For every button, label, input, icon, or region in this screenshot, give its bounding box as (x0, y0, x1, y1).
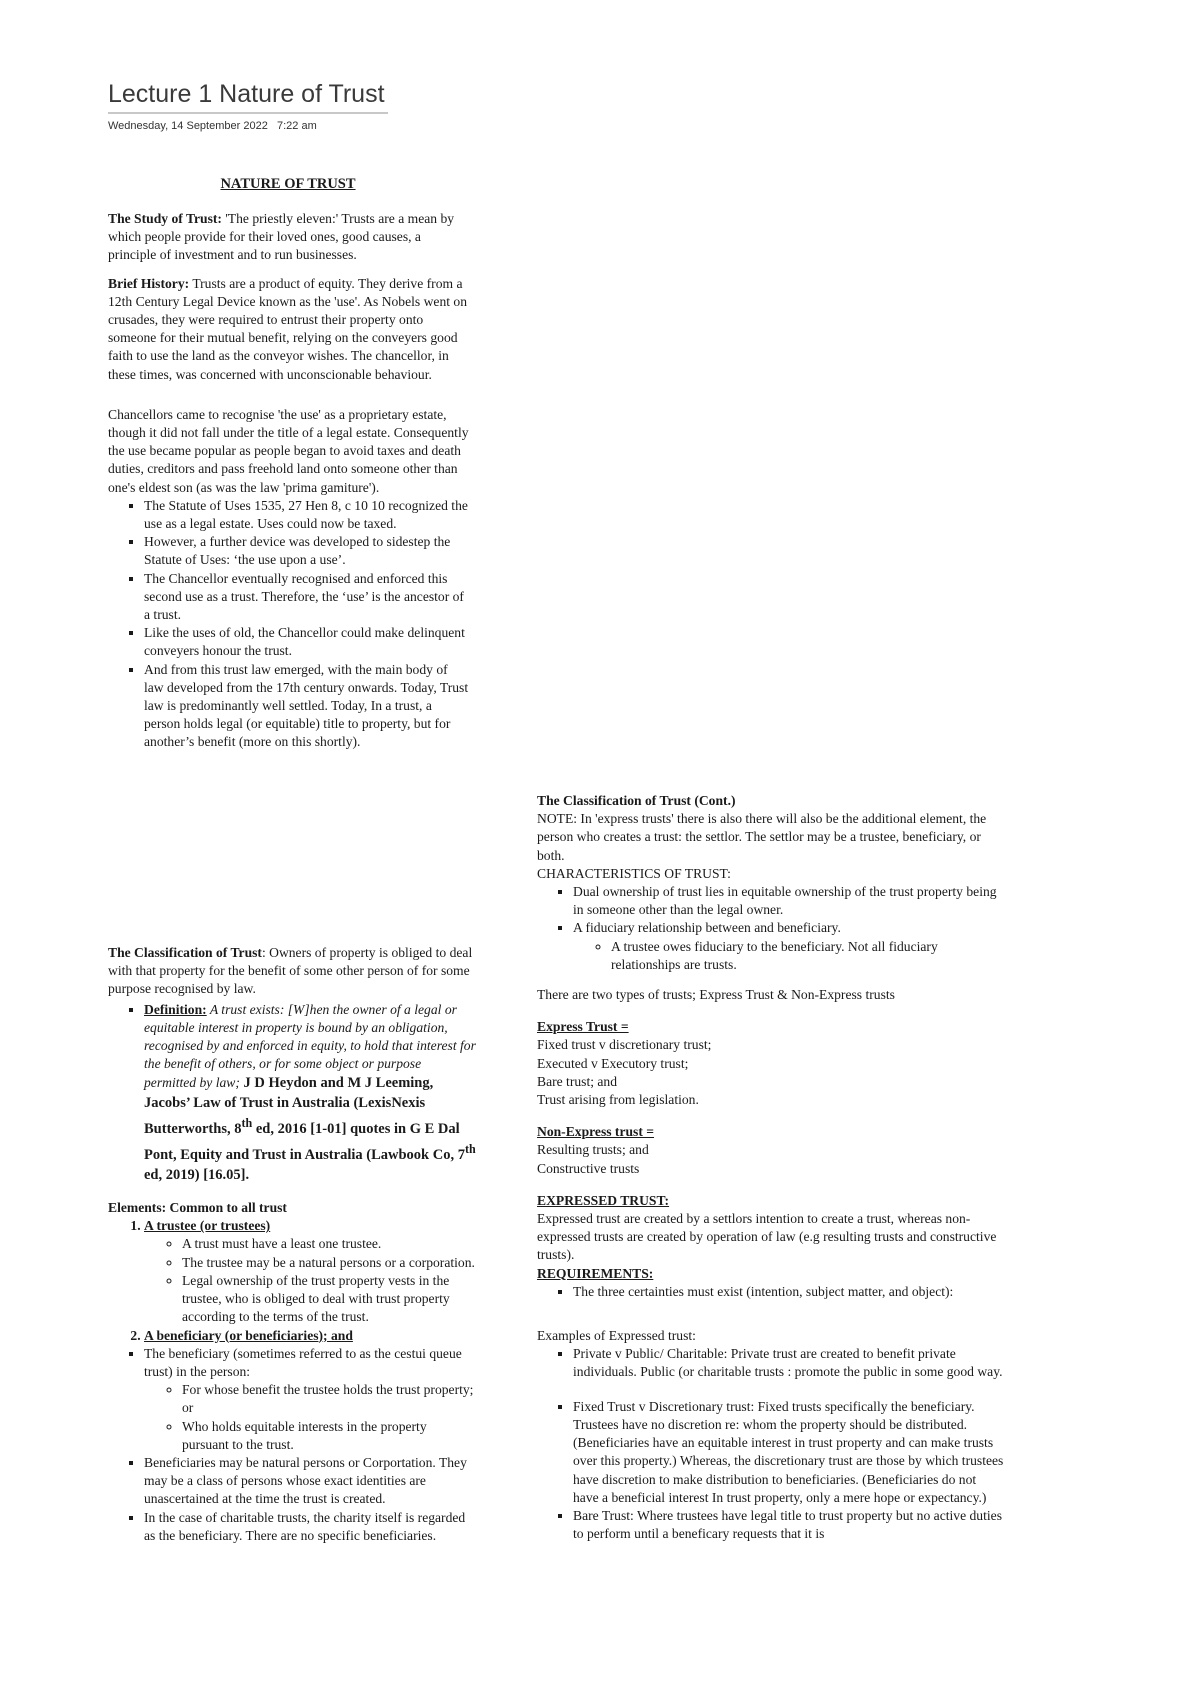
time-text: 7:22 am (276, 120, 317, 132)
classification-text: : Owners of property is obliged to deal with that property for the benefit of some other person of for some purpose recognised by law. (108, 945, 473, 997)
history-label: Brief History: (108, 275, 190, 291)
express-trust-list (537, 1036, 1005, 1109)
list-item: ▪ Private v Public/ Charitable: Private trust are created to benefit private individuals. Public (or charitable trusts : promote the public in some good way. (573, 1345, 1005, 1381)
reference-part: ed, 2016 [1-01] quotes in G E Dal Pont, Equity and Trust in Australia (Lawbook Co, 7 (144, 1121, 465, 1164)
reference-superscript: th (241, 1116, 253, 1131)
examples-heading: Examples of Expressed trust: (537, 1328, 696, 1344)
elements-heading: Elements: Common to all trust (108, 1200, 287, 1216)
list-item (573, 919, 1005, 974)
two-types-paragraph: There are two types of trusts; Express Trust & Non-Express trusts (537, 987, 895, 1003)
element-beneficiary (144, 1327, 476, 1345)
definition-label: Definition: (144, 1001, 207, 1017)
study-text: 'The priestly eleven:' Trusts are a mean by which people provide for their loved ones, good causes, a principle of investment and to run businesses. (108, 211, 455, 263)
reference-part: J D Heydon and M J Leeming, Jacobs’ Law of Trust in Australia (LexisNexis Butterworths, 8 (144, 1075, 434, 1138)
study-paragraph (108, 210, 470, 265)
fiduciary-text: A fiduciary relationship between and beneficiary. (573, 920, 841, 936)
history-paragraph (108, 275, 470, 384)
list-item: ◦ A trustee owes fiduciary to the beneficiary. Not all fiduciary relationships are trusts. (611, 938, 1005, 974)
page-title: Lecture 1 Nature of Trust (108, 80, 388, 114)
list-item: ◦ A trust must have a least one trustee. (182, 1235, 476, 1253)
express-trust-heading: Express Trust = (537, 1019, 629, 1035)
list-item: ▪ Bare Trust: Where trustees have legal title to trust property but no active duties to perform until a beneficary requests that it is (573, 1507, 1005, 1543)
list-item: ▪ However, a further device was developed to sidestep the Statute of Uses: ‘the use upon a use’. (144, 533, 470, 569)
list-item: Executed v Executory trust; (537, 1055, 689, 1071)
classification-label: The Classification of Trust (108, 945, 262, 960)
list-item: ▪ Fixed Trust v Discretionary trust: Fixed trusts specifically the beneficiary. Trustees have no discretion re: whom the property should be distributed. (Beneficiaries have an equitable interest in trust property and can make trusts over this property.) Whereas, the discretionary trust are those by which trustees have discretion to make distribution to beneficiaries. (Beneficiaries do not have a beneficial interest In trust property, only a mere hope or expectancy.) (573, 1398, 1005, 1507)
characteristics-list (537, 883, 1005, 974)
definition-list (108, 1001, 476, 1185)
classification-cont-heading: The Classification of Trust (Cont.) (537, 793, 736, 808)
beneficiary-sub-bullets (144, 1381, 476, 1454)
left-column-top (108, 210, 470, 752)
list-item: ◦ For whose benefit the trustee holds the trust property; or (182, 1381, 476, 1417)
element-trustee-label: A trustee (or trustees) (144, 1218, 271, 1234)
section-title: NATURE OF TRUST (220, 176, 356, 192)
list-item: ◦ Who holds equitable interests in the property pursuant to the trust. (182, 1418, 476, 1454)
list-item: ▪ Beneficiaries may be natural persons or Corportation. They may be a class of persons whose exact identities are unascertained at the time the trust is created. (144, 1454, 476, 1509)
list-item: ▪ Dual ownership of trust lies in equitable ownership of the trust property being in someone other than the legal owner. (573, 883, 1005, 919)
history-bullets (108, 497, 470, 752)
list-item: Fixed trust v discretionary trust; (537, 1037, 712, 1053)
list-item: Constructive trusts (537, 1160, 640, 1176)
characteristics-heading: CHARACTERISTICS OF TRUST: (537, 865, 731, 881)
left-column-bottom (108, 944, 476, 1545)
list-item: Trust arising from legislation. (537, 1092, 699, 1108)
definition-item (144, 1001, 476, 1185)
element-beneficiary-label: A beneficiary (or beneficiaries); and (144, 1327, 353, 1343)
list-item: Bare trust; and (537, 1073, 618, 1089)
expressed-trust-text: Expressed trust are created by a settlors intention to create a trust, whereas non-expressed trusts are created by operation of law (e.g resulting trusts and constructive trusts). (537, 1211, 997, 1263)
list-item: ◦ Legal ownership of the trust property vests in the trustee, who is obliged to deal with trust property according to the terms of the trust. (182, 1272, 476, 1327)
non-express-heading: Non-Express trust = (537, 1124, 655, 1140)
list-item: ▪ The Chancellor eventually recognised and enforced this second use as a trust. Therefore, the ‘use’ is the ancestor of a trust. (144, 570, 470, 625)
element-trustee (144, 1217, 476, 1326)
elements-list (108, 1217, 476, 1344)
chancellors-paragraph: Chancellors came to recognise 'the use' as a proprietary estate, though it did not fall under the title of a legal estate. Consequently the use became popular as people began to avoid taxes and death duties, creditors and pass freehold land onto someone other than one's eldest son (as was the law 'prima gamiture'). (108, 406, 469, 495)
history-text: Trusts are a product of equity. They derive from a 12th Century Legal Device known as the 'use'. As Nobels went on crusades, they were required to entrust their property onto someone for their mutual benefit, relying on the conveyers good faith to use the land as the conveyor wishes. The chancellor, in these times, was concerned with unconscionable behaviour. (108, 275, 468, 382)
list-item: ◦ The trustee may be a natural persons or a corporation. (182, 1254, 476, 1272)
reference-superscript: th (464, 1142, 476, 1157)
reference-part: ed, 2019) [16.05]. (144, 1167, 250, 1184)
expressed-trust-heading: EXPRESSED TRUST: (537, 1192, 670, 1208)
beneficiary-bullets (108, 1345, 476, 1545)
right-column (537, 792, 1005, 1543)
page-date (108, 120, 317, 132)
list-item: Resulting trusts; and (537, 1142, 649, 1158)
list-item: ▪ The three certainties must exist (intention, subject matter, and object): (573, 1283, 1005, 1301)
beneficiary-intro: The beneficiary (sometimes referred to as the cestui queue trust) in the person: (144, 1345, 462, 1379)
trustee-bullets (144, 1235, 476, 1326)
requirements-heading: REQUIREMENTS: (537, 1265, 654, 1281)
examples-more-list (537, 1398, 1005, 1544)
note-paragraph: NOTE: In 'express trusts' there is also there will also be the additional element, the person who creates a trust: the settlor. The settlor may be a trustee, beneficiary, or both. (537, 811, 987, 863)
definition-reference (144, 1075, 476, 1183)
study-label: The Study of Trust: (108, 211, 222, 226)
list-item (144, 1345, 476, 1454)
list-item: ▪ And from this trust law emerged, with the main body of law developed from the 17th century onwards. Today, Trust law is predominantly well settled. Today, In a trust, a person holds legal (or equitable) title to property, but for another’s benefit (more on this shortly). (144, 661, 470, 752)
date-text: Wednesday, 14 September 2022 (108, 120, 268, 132)
list-item: ▪ In the case of charitable trusts, the charity itself is regarded as the beneficiary. There are no specific beneficiaries. (144, 1509, 476, 1545)
list-item: ▪ Like the uses of old, the Chancellor could make delinquent conveyers honour the trust. (144, 624, 470, 660)
non-express-list (537, 1141, 1005, 1177)
requirements-list (537, 1283, 1005, 1301)
examples-list (537, 1345, 1005, 1381)
characteristics-sub (573, 938, 1005, 974)
classification-paragraph (108, 944, 476, 999)
list-item: ▪ The Statute of Uses 1535, 27 Hen 8, c 10 10 recognized the use as a legal estate. Uses could now be taxed. (144, 497, 470, 533)
definition-text: A trust exists: [W]hen the owner of a legal or equitable interest in property is bound by an obligation, recognised by and enforced in equity, to hold that interest for the benefit of others, or for some object or purpose permitted by law; (144, 1001, 476, 1091)
